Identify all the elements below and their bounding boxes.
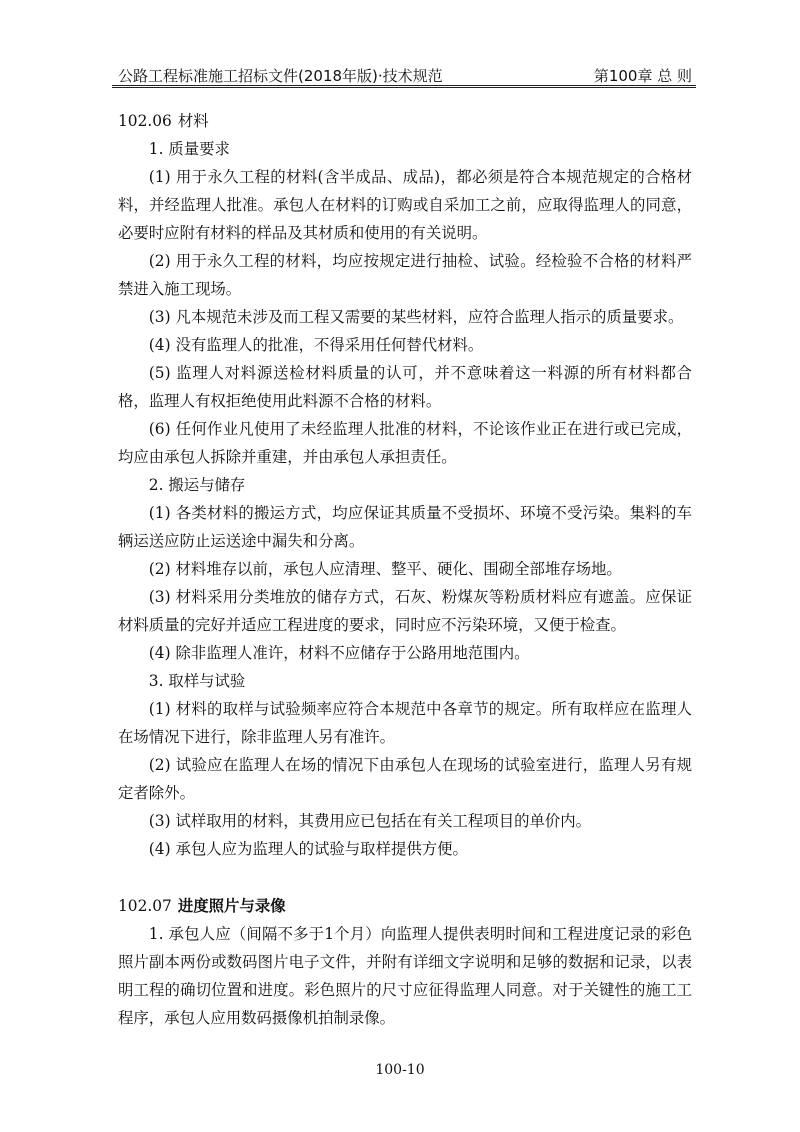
- paragraph: (5) 监理人对料源送检材料质量的认可，并不意味着这一料源的所有材料都合格，监理人有权拒绝使用此料源不合格的材料。: [118, 364, 692, 410]
- section-heading-102-07: [118, 892, 692, 920]
- section-number: 102.06: [118, 112, 172, 130]
- paragraph: 1. 承包人应（间隔不多于1个月）向监理人提供表明时间和工程进度记录的彩色照片副本两份或数码图片电子文件，并附有详细文字说明和足够的数据和记录，以表明工程的确切位置和进度。彩色照片的尺寸应征得监理人同意。对于关键性的施工工程序，承包人应用数码摄像机拍制录像。: [118, 925, 692, 1027]
- paragraph: (2) 用于永久工程的材料，均应按规定进行抽检、试验。经检验不合格的材料严禁进入施工现场。: [118, 252, 692, 298]
- paragraph: (2) 试验应在监理人在场的情况下由承包人在现场的试验室进行，监理人另有规定者除外。: [118, 756, 692, 802]
- paragraph: (2) 材料堆存以前，承包人应清理、整平、硬化、围砌全部堆存场地。: [148, 560, 622, 578]
- paragraph: (4) 承包人应为监理人的试验与取样提供方便。: [148, 840, 468, 858]
- paragraph: (6) 任何作业凡使用了未经监理人批准的材料，不论该作业正在进行或已完成，均应由承包人拆除并重建，并由承包人承担责任。: [118, 420, 692, 466]
- page-body: [118, 107, 692, 1032]
- subsection-heading-quality: 1. 质量要求: [148, 140, 230, 158]
- paragraph: (1) 材料的取样与试验频率应符合本规范中各章节的规定。所有取样应在监理人在场情况下进行，除非监理人另有准许。: [118, 700, 692, 746]
- section-title: 进度照片与录像: [177, 897, 286, 915]
- header-document-title: 公路工程标准施工招标文件(2018年版)·技术规范: [118, 67, 443, 85]
- header-chapter-title: 第100章 总 则: [593, 67, 692, 85]
- running-header: [118, 56, 692, 86]
- paragraph: (1) 用于永久工程的材料(含半成品、成品)，都必须是符合本规范规定的合格材料，并经监理人批准。承包人在材料的订购或自采加工之前，应取得监理人的同意，必要时应附有材料的样品及其材质和使用的有关说明。: [118, 168, 692, 242]
- section-spacer: [118, 863, 692, 892]
- paragraph: (1) 各类材料的搬运方式，均应保证其质量不受损坏、环境不受污染。集料的车辆运送应防止运送途中漏失和分离。: [118, 504, 692, 550]
- subsection-heading-handling: 2. 搬运与储存: [148, 476, 246, 494]
- header-rule: [112, 85, 696, 88]
- paragraph: (4) 没有监理人的批准，不得采用任何替代材料。: [148, 336, 484, 354]
- section-heading-102-06: [118, 107, 692, 135]
- paragraph: (3) 试样取用的材料，其费用应已包括在有关工程项目的单价内。: [148, 812, 592, 830]
- section-title: 材料: [177, 112, 209, 130]
- subsection-heading-sampling: 3. 取样与试验: [148, 672, 246, 690]
- paragraph: (3) 凡本规范未涉及而工程又需要的某些材料，应符合监理人指示的质量要求。: [148, 308, 684, 326]
- page-number: 100-10: [375, 1062, 425, 1078]
- section-number: 102.07: [118, 897, 172, 915]
- paragraph: (3) 材料采用分类堆放的储存方式，石灰、粉煤灰等粉质材料应有遮盖。应保证材料质量的完好并适应工程进度的要求，同时应不污染环境，又便于检查。: [118, 588, 692, 634]
- paragraph: (4) 除非监理人准许，材料不应储存于公路用地范围内。: [148, 644, 530, 662]
